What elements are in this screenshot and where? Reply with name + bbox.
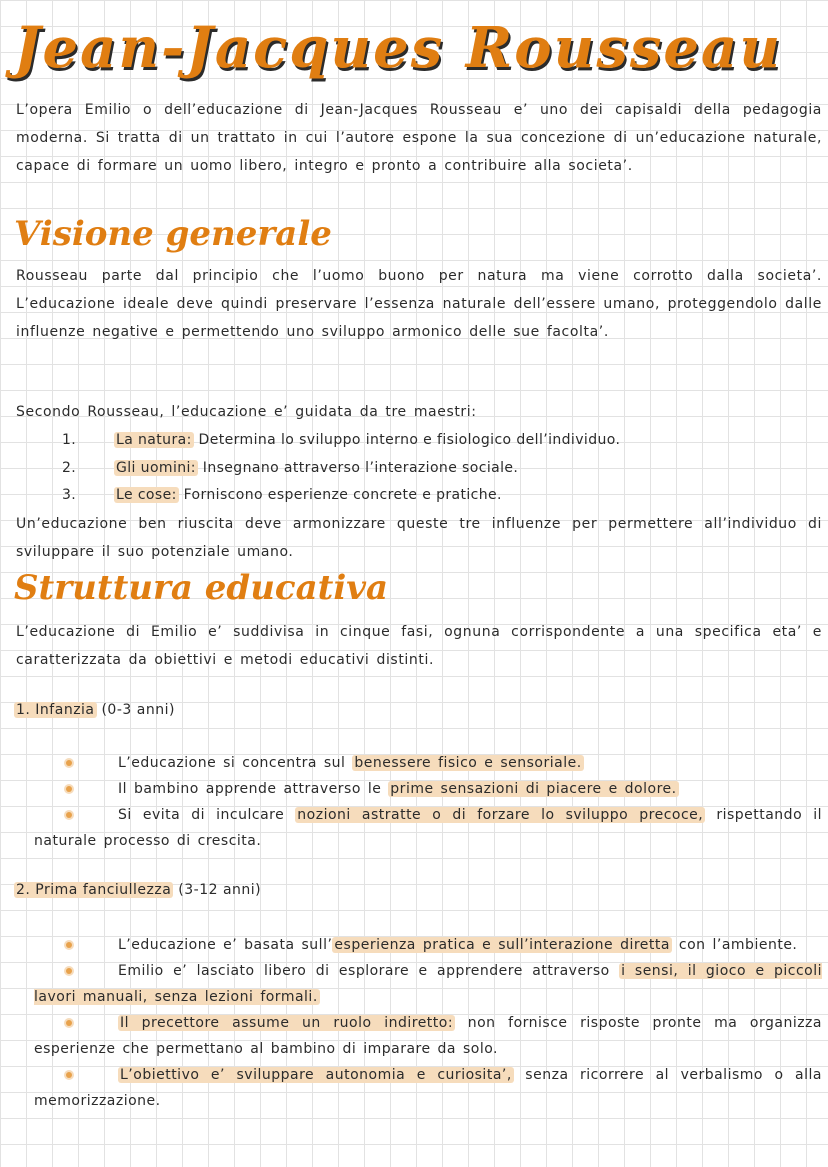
- master-text: Insegnano attraverso l’interazione sociale.: [197, 460, 519, 476]
- struttura-paragraph: L’educazione di Emilio e’ suddivisa in cinque fasi, ognuna corrispondente a una specifica eta’ e caratterizzata da obiettivi e metodi educativi distinti.: [16, 624, 822, 668]
- list-number: 3.: [62, 487, 77, 503]
- bullet-dot-icon: [66, 786, 72, 792]
- list-item: Il bambino apprende attraverso le prime sensazioni di piacere e dolore.: [34, 776, 822, 802]
- master-text: Determina lo sviluppo interno e fisiologico dell’individuo.: [193, 432, 621, 448]
- list-item: Si evita di inculcare nozioni astratte o di forzare lo sviluppo precoce, rispettando il naturale processo di crescita.: [34, 807, 822, 849]
- list-item: L’educazione si concentra sul benessere fisico e sensoriale.: [34, 750, 822, 776]
- section-heading-visione: Visione generale: [14, 214, 332, 254]
- page-title: Jean-Jacques Rousseau: [14, 15, 783, 81]
- master-item-cose: [62, 481, 502, 509]
- list-item: L’obiettivo e’ sviluppare autonomia e curiosita’, senza ricorrere al verbalismo o alla memorizzazione.: [34, 1067, 822, 1109]
- list-item: Il precettore assume un ruolo indiretto: non fornisce risposte pronte ma organizza esperienze che permettano al bambino di imparare da solo.: [34, 1015, 822, 1057]
- visione-paragraph: Rousseau parte dal principio che l’uomo buono per natura ma viene corrotto dalla societa’. L’educazione ideale deve quindi preservare l’essenza naturale dell’essere umano, proteggendolo dalle influenze negative e permettendo uno sviluppo armonico delle sue facolta’.: [16, 268, 822, 340]
- masters-intro: Secondo Rousseau, l’educazione e’ guidata da tre maestri:: [16, 404, 477, 420]
- list-item: L’educazione e’ basata sull’ esperienza pratica e sull’interazione diretta con l’ambiente.: [34, 932, 822, 958]
- master-item-uomini: [62, 454, 518, 482]
- bullet-dot-icon: [66, 942, 72, 948]
- master-label: Le cose:: [116, 487, 177, 503]
- bullet-dot-icon: [66, 760, 72, 766]
- bullet-dot-icon: [66, 968, 72, 974]
- phase-heading-infanzia: [14, 696, 175, 724]
- phase-range: (0-3 anni): [96, 702, 175, 718]
- phase-label: 2. Prima fanciullezza: [16, 882, 172, 898]
- master-text: Forniscono esperienze concrete e pratiche.: [178, 487, 502, 503]
- master-label: Gli uomini:: [116, 460, 196, 476]
- list-item: Emilio e’ lasciato libero di esplorare e apprendere attraverso i sensi, il gioco e piccoli lavori manuali, senza lezioni formali.: [34, 963, 822, 1005]
- phase-heading-fanciullezza: [14, 876, 261, 904]
- bullet-dot-icon: [66, 812, 72, 818]
- fanciullezza-bullets: [34, 932, 822, 1114]
- intro-paragraph: L’opera Emilio o dell’educazione di Jean-Jacques Rousseau e’ uno dei capisaldi della pedagogia moderna. Si tratta di un trattato in cui l’autore espone la sua concezione di un’educazione naturale, capace di formare un uomo libero, integro e pronto a contribuire alla societa’.: [16, 102, 822, 174]
- phase-range: (3-12 anni): [173, 882, 262, 898]
- phase-label: 1. Infanzia: [16, 702, 95, 718]
- bullet-dot-icon: [66, 1020, 72, 1026]
- list-number: 2.: [62, 460, 77, 476]
- list-number: 1.: [62, 432, 77, 448]
- master-label: La natura:: [116, 432, 192, 448]
- section-heading-struttura: Struttura educativa: [14, 568, 389, 608]
- master-item-natura: [62, 426, 620, 454]
- masters-conclusion: Un’educazione ben riuscita deve armonizzare queste tre influenze per permettere all’individuo di sviluppare il suo potenziale umano.: [16, 516, 822, 560]
- infanzia-bullets: [34, 750, 822, 854]
- bullet-dot-icon: [66, 1072, 72, 1078]
